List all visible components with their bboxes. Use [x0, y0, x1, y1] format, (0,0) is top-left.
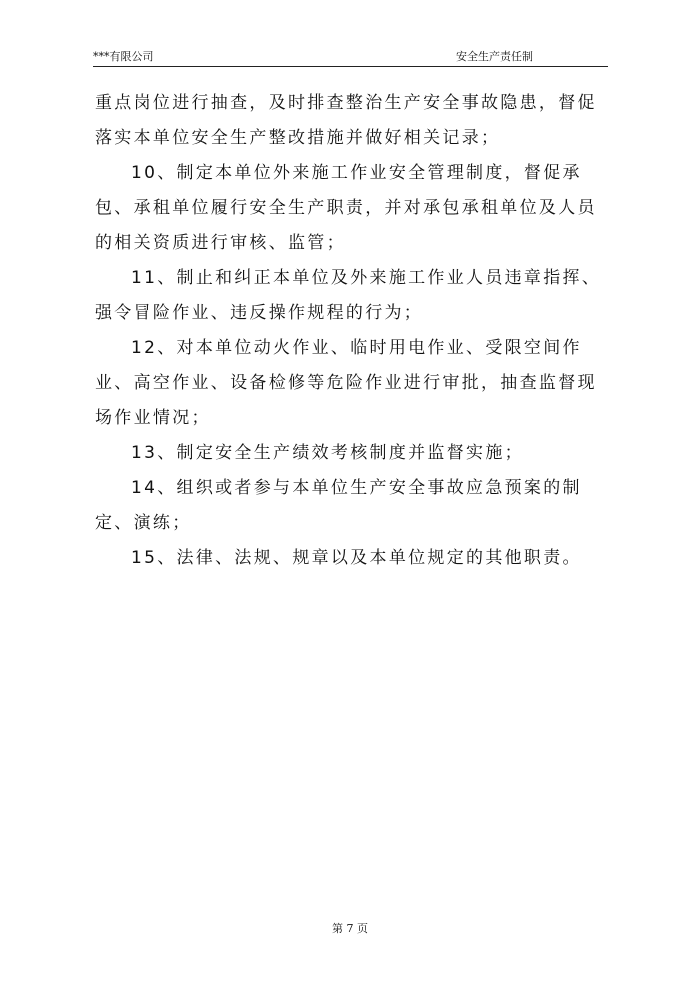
paragraph: 15、法律、法规、规章以及本单位规定的其他职责。	[131, 548, 582, 568]
page-number: 第 7 页	[332, 922, 368, 935]
paragraph: 13、制定安全生产绩效考核制度并监督实施；	[131, 443, 524, 463]
paragraph: 10、制定本单位外来施工作业安全管理制度，督促承包、承租单位履行安全生产职责，并对承包承租单位及人员的相关资质进行审核、监管；	[95, 163, 597, 253]
paragraph: 12、对本单位动火作业、临时用电作业、受限空间作业、高空作业、设备检修等危险作业进行审批，抽查监督现场作业情况；	[95, 338, 597, 428]
document-body	[95, 86, 615, 576]
paragraph: 14、组织或者参与本单位生产安全事故应急预案的制定、演练；	[95, 478, 582, 533]
page-header	[93, 51, 608, 67]
paragraph: 11、制止和纠正本单位及外来施工作业人员违章指挥、强令冒险作业、违反操作规程的行为；	[95, 268, 602, 323]
company-name: ***有限公司	[93, 50, 154, 63]
document-title: 安全生产责任制	[456, 50, 533, 63]
page-footer	[0, 920, 700, 936]
paragraph: 重点岗位进行抽查，及时排查整治生产安全事故隐患，督促落实本单位安全生产整改措施并做好相关记录；	[95, 93, 597, 148]
